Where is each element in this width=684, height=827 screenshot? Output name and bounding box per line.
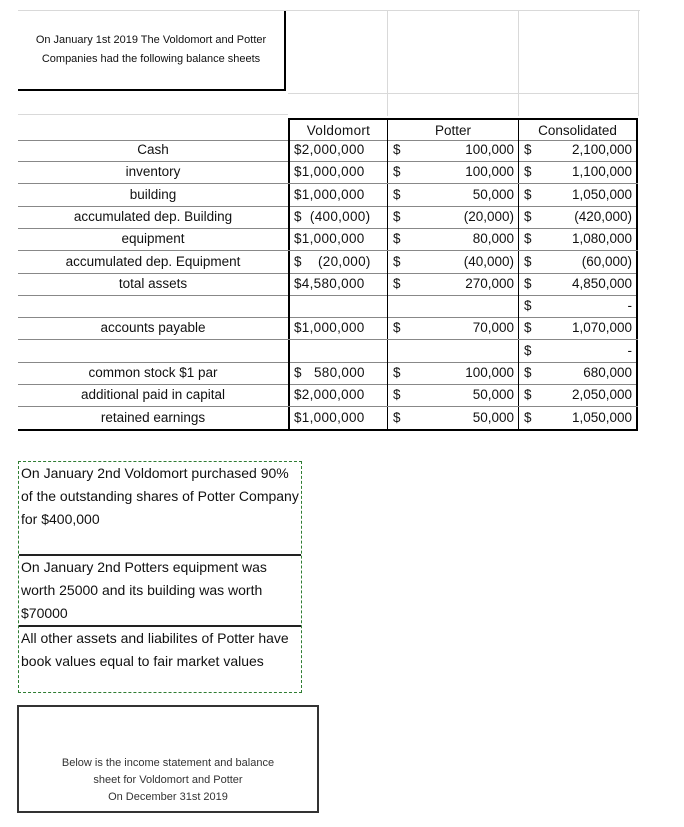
potter-cell bbox=[387, 184, 518, 206]
potter-value: (40,000) bbox=[463, 253, 514, 269]
consolidated-value: (60,000) bbox=[581, 253, 632, 269]
dollar-sign: $ bbox=[524, 342, 532, 358]
row-label: building bbox=[129, 186, 177, 202]
voldomort-cell bbox=[288, 362, 387, 384]
table-row bbox=[18, 161, 638, 184]
potter-value: 50,000 bbox=[472, 409, 514, 425]
table-row bbox=[18, 340, 638, 363]
potter-cell bbox=[387, 228, 518, 250]
potter-value: 100,000 bbox=[465, 164, 514, 180]
potter-cell bbox=[387, 362, 518, 384]
bottom-note-line: sheet for Voldomort and Potter bbox=[93, 774, 243, 786]
table-row bbox=[18, 184, 638, 207]
potter-value: 50,000 bbox=[472, 387, 514, 403]
consolidated-value: - bbox=[627, 342, 632, 358]
consolidated-value: 1,100,000 bbox=[571, 164, 632, 180]
dollar-sign: $ bbox=[393, 365, 401, 380]
potter-cell bbox=[387, 206, 518, 228]
table-row bbox=[18, 407, 638, 431]
potter-value: 70,000 bbox=[472, 320, 514, 336]
dollar-sign: $ bbox=[524, 142, 532, 157]
dollar-sign: $ bbox=[393, 253, 401, 269]
voldomort-cell bbox=[288, 340, 387, 362]
dollar-sign: $ bbox=[524, 275, 532, 291]
voldomort-value: $1,000,000 bbox=[294, 320, 365, 336]
dollar-sign: $ bbox=[524, 164, 532, 180]
voldomort-value: $4,580,000 bbox=[294, 275, 365, 291]
table-row bbox=[18, 384, 638, 407]
potter-cell bbox=[387, 317, 518, 339]
voldomort-value: $2,000,000 bbox=[294, 142, 365, 157]
consolidated-value: 2,050,000 bbox=[571, 387, 632, 403]
potter-cell bbox=[387, 340, 518, 362]
voldomort-cell bbox=[288, 295, 387, 317]
potter-value: 80,000 bbox=[472, 231, 514, 247]
consolidated-value: 1,050,000 bbox=[571, 186, 632, 202]
potter-value: (20,000) bbox=[463, 208, 514, 224]
dollar-sign: $ bbox=[524, 231, 532, 247]
bottom-note-line: Below is the income statement and balance bbox=[61, 757, 275, 769]
potter-value: 100,000 bbox=[465, 142, 514, 157]
consolidated-cell bbox=[518, 206, 638, 228]
consolidated-cell bbox=[518, 273, 638, 295]
note-other-assets: All other assets and liabilites of Potter have book values equal to fair market values bbox=[21, 630, 289, 669]
title-note-text: On January 1st 2019 The Voldomort and Potter Companies had the following balance sheets bbox=[35, 34, 267, 65]
title-note bbox=[18, 11, 286, 91]
potter-value: 100,000 bbox=[465, 365, 514, 380]
dollar-sign: $ bbox=[393, 142, 401, 157]
row-label: accumulated dep. Equipment bbox=[65, 253, 241, 269]
consolidated-cell bbox=[518, 228, 638, 250]
dollar-sign: $ bbox=[393, 387, 401, 403]
row-label: equipment bbox=[121, 231, 185, 247]
voldomort-cell bbox=[288, 228, 387, 250]
dollar-sign: $ bbox=[393, 164, 401, 180]
voldomort-cell bbox=[288, 317, 387, 339]
voldomort-cell bbox=[288, 384, 387, 406]
note-fair-values: On January 2nd Potters equipment was worth 25000 and its building was worth $70000 bbox=[19, 556, 301, 627]
voldomort-value: $1,000,000 bbox=[294, 409, 365, 425]
consolidated-value: 680,000 bbox=[583, 365, 632, 380]
voldomort-cell bbox=[288, 251, 387, 273]
table-row bbox=[18, 273, 638, 296]
dollar-sign: $ bbox=[393, 275, 401, 291]
bottom-note-line: On December 31st 2019 bbox=[108, 791, 228, 803]
voldomort-value: $1,000,000 bbox=[294, 231, 365, 247]
consolidated-cell bbox=[518, 161, 638, 183]
dollar-sign: $ bbox=[393, 409, 401, 425]
potter-cell bbox=[387, 161, 518, 183]
voldomort-cell bbox=[288, 161, 387, 183]
dollar-sign: $ bbox=[524, 186, 532, 202]
dollar-sign: $ bbox=[524, 253, 532, 269]
bottom-note-box bbox=[17, 705, 319, 813]
row-label: total assets bbox=[118, 275, 188, 291]
potter-cell bbox=[387, 407, 518, 429]
potter-cell bbox=[387, 273, 518, 295]
dollar-sign: $ bbox=[393, 208, 401, 224]
voldomort-cell bbox=[288, 139, 387, 161]
notes-box bbox=[18, 461, 302, 693]
voldomort-value: $1,000,000 bbox=[294, 164, 365, 180]
dollar-sign: $ bbox=[524, 320, 532, 336]
table-row bbox=[18, 228, 638, 251]
consolidated-value: 1,050,000 bbox=[571, 409, 632, 425]
consolidated-cell bbox=[518, 295, 638, 317]
potter-value: 50,000 bbox=[472, 186, 514, 202]
potter-cell bbox=[387, 139, 518, 161]
voldomort-value: $ (400,000) bbox=[294, 208, 371, 224]
voldomort-value: $1,000,000 bbox=[294, 186, 365, 202]
dollar-sign: $ bbox=[524, 208, 532, 224]
potter-cell bbox=[387, 251, 518, 273]
dollar-sign: $ bbox=[393, 231, 401, 247]
consolidated-cell bbox=[518, 362, 638, 384]
table-row bbox=[18, 251, 638, 274]
potter-cell bbox=[387, 384, 518, 406]
row-label: inventory bbox=[125, 164, 181, 180]
dollar-sign: $ bbox=[393, 320, 401, 336]
consolidated-cell bbox=[518, 184, 638, 206]
consolidated-value: 4,850,000 bbox=[571, 275, 632, 291]
voldomort-value: $2,000,000 bbox=[294, 387, 365, 403]
consolidated-cell bbox=[518, 139, 638, 161]
row-label: accounts payable bbox=[100, 320, 206, 336]
potter-value: 270,000 bbox=[465, 275, 514, 291]
row-label: accumulated dep. Building bbox=[73, 208, 233, 224]
row-label: retained earnings bbox=[100, 409, 206, 425]
consolidated-value: 1,070,000 bbox=[571, 320, 632, 336]
header-row bbox=[18, 116, 638, 141]
header-consolidated: Consolidated bbox=[518, 118, 638, 140]
dollar-sign: $ bbox=[524, 298, 532, 314]
voldomort-cell bbox=[288, 407, 387, 429]
consolidated-cell bbox=[518, 340, 638, 362]
voldomort-value: $ 580,000 bbox=[294, 365, 365, 380]
consolidated-value: 2,100,000 bbox=[571, 142, 632, 157]
header-potter: Potter bbox=[387, 118, 518, 140]
table-row bbox=[18, 206, 638, 229]
consolidated-value: 1,080,000 bbox=[571, 231, 632, 247]
table-row bbox=[18, 317, 638, 340]
consolidated-cell bbox=[518, 407, 638, 429]
row-label: common stock $1 par bbox=[88, 365, 218, 380]
dollar-sign: $ bbox=[524, 387, 532, 403]
voldomort-cell bbox=[288, 206, 387, 228]
dollar-sign: $ bbox=[393, 186, 401, 202]
voldomort-cell bbox=[288, 273, 387, 295]
row-label: additional paid in capital bbox=[80, 387, 226, 403]
dollar-sign: $ bbox=[524, 365, 532, 380]
potter-cell bbox=[387, 295, 518, 317]
consolidated-cell bbox=[518, 317, 638, 339]
voldomort-value: $ (20,000) bbox=[294, 253, 371, 269]
table-row bbox=[18, 362, 638, 385]
consolidated-cell bbox=[518, 251, 638, 273]
dollar-sign: $ bbox=[524, 409, 532, 425]
table-row bbox=[18, 139, 638, 162]
consolidated-value: (420,000) bbox=[574, 208, 632, 224]
voldomort-cell bbox=[288, 184, 387, 206]
consolidated-cell bbox=[518, 384, 638, 406]
header-voldomort: Voldomort bbox=[288, 118, 387, 140]
table-row bbox=[18, 295, 638, 318]
note-purchase: On January 2nd Voldomort purchased 90% of the outstanding shares of Potter Company for $400,000 bbox=[19, 462, 301, 556]
consolidated-value: - bbox=[627, 298, 632, 314]
row-label: Cash bbox=[137, 142, 169, 157]
